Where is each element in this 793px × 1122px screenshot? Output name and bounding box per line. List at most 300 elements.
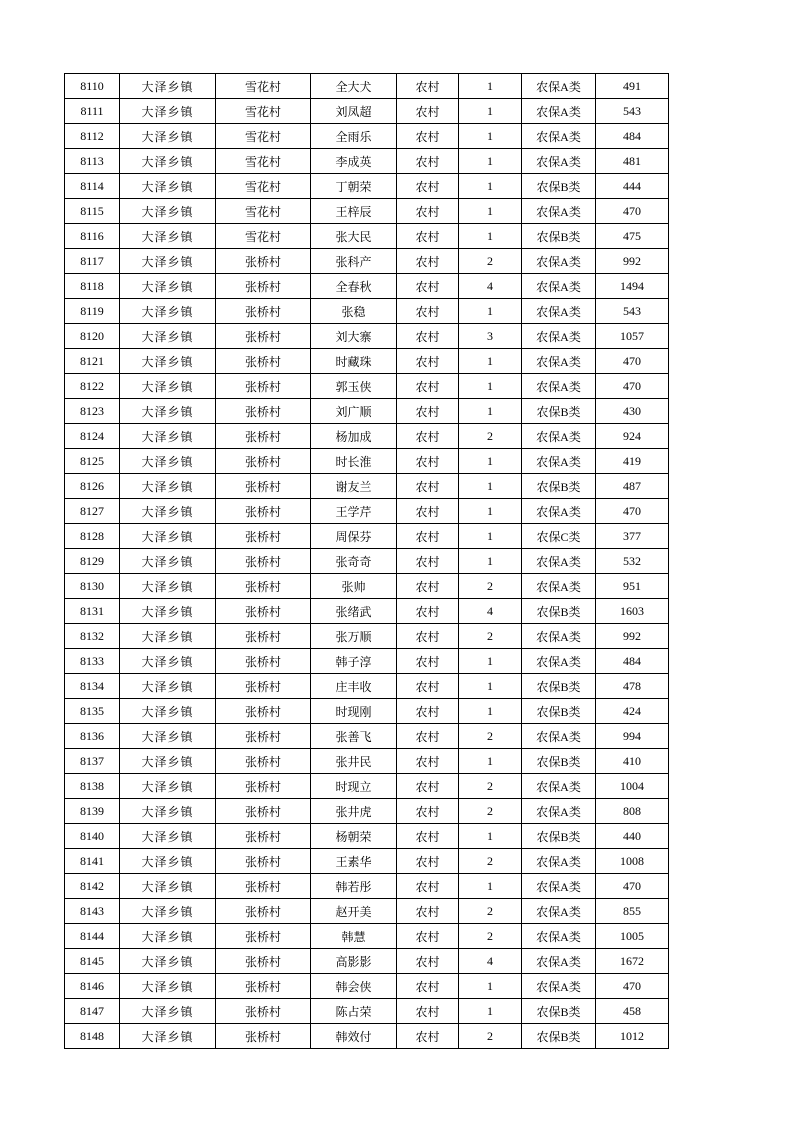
cell-count: 2 [459,724,522,749]
cell-serial: 8148 [65,1024,120,1049]
cell-insurance-category: 农保A类 [522,899,596,924]
cell-village: 张桥村 [216,699,311,724]
cell-amount: 481 [596,149,669,174]
cell-village: 张桥村 [216,649,311,674]
cell-village: 张桥村 [216,749,311,774]
cell-name: 张善飞 [311,724,397,749]
cell-serial: 8142 [65,874,120,899]
cell-amount: 992 [596,624,669,649]
cell-residence: 农村 [397,424,459,449]
cell-count: 4 [459,599,522,624]
cell-town: 大泽乡镇 [120,74,216,99]
cell-insurance-category: 农保B类 [522,474,596,499]
table-row [65,674,669,699]
cell-village: 张桥村 [216,324,311,349]
cell-residence: 农村 [397,599,459,624]
cell-residence: 农村 [397,949,459,974]
cell-name: 全大犬 [311,74,397,99]
table-row [65,624,669,649]
cell-village: 张桥村 [216,549,311,574]
cell-amount: 808 [596,799,669,824]
cell-insurance-category: 农保A类 [522,649,596,674]
cell-serial: 8140 [65,824,120,849]
cell-residence: 农村 [397,824,459,849]
table-row [65,974,669,999]
cell-count: 2 [459,624,522,649]
cell-village: 雪花村 [216,74,311,99]
cell-name: 张万顺 [311,624,397,649]
cell-residence: 农村 [397,724,459,749]
cell-insurance-category: 农保A类 [522,799,596,824]
cell-name: 赵开美 [311,899,397,924]
cell-serial: 8122 [65,374,120,399]
cell-amount: 992 [596,249,669,274]
cell-residence: 农村 [397,149,459,174]
cell-serial: 8144 [65,924,120,949]
cell-name: 全雨乐 [311,124,397,149]
cell-count: 1 [459,99,522,124]
cell-name: 谢友兰 [311,474,397,499]
table-row [65,249,669,274]
cell-amount: 470 [596,349,669,374]
cell-residence: 农村 [397,799,459,824]
table-row [65,799,669,824]
table-row [65,124,669,149]
cell-serial: 8118 [65,274,120,299]
cell-insurance-category: 农保A类 [522,499,596,524]
table-row [65,324,669,349]
cell-amount: 924 [596,424,669,449]
cell-town: 大泽乡镇 [120,599,216,624]
cell-count: 1 [459,874,522,899]
cell-village: 张桥村 [216,824,311,849]
cell-name: 周保芬 [311,524,397,549]
cell-serial: 8146 [65,974,120,999]
cell-residence: 农村 [397,699,459,724]
cell-residence: 农村 [397,624,459,649]
cell-count: 1 [459,349,522,374]
cell-name: 杨加成 [311,424,397,449]
cell-count: 1 [459,299,522,324]
cell-name: 张科产 [311,249,397,274]
cell-town: 大泽乡镇 [120,974,216,999]
cell-insurance-category: 农保B类 [522,824,596,849]
cell-count: 1 [459,199,522,224]
cell-village: 雪花村 [216,224,311,249]
cell-serial: 8117 [65,249,120,274]
cell-residence: 农村 [397,374,459,399]
cell-serial: 8135 [65,699,120,724]
cell-insurance-category: 农保A类 [522,149,596,174]
cell-village: 张桥村 [216,249,311,274]
cell-amount: 478 [596,674,669,699]
cell-village: 张桥村 [216,299,311,324]
cell-amount: 475 [596,224,669,249]
cell-insurance-category: 农保A类 [522,574,596,599]
cell-insurance-category: 农保A类 [522,74,596,99]
cell-serial: 8110 [65,74,120,99]
cell-village: 张桥村 [216,424,311,449]
cell-serial: 8112 [65,124,120,149]
cell-village: 张桥村 [216,1024,311,1049]
cell-town: 大泽乡镇 [120,674,216,699]
cell-village: 张桥村 [216,599,311,624]
cell-insurance-category: 农保A类 [522,449,596,474]
cell-residence: 农村 [397,549,459,574]
cell-name: 韩会侠 [311,974,397,999]
cell-count: 1 [459,749,522,774]
cell-name: 张奇奇 [311,549,397,574]
cell-name: 王梓辰 [311,199,397,224]
cell-amount: 470 [596,874,669,899]
table-row [65,649,669,674]
cell-residence: 农村 [397,874,459,899]
table-row [65,274,669,299]
table-row [65,524,669,549]
cell-town: 大泽乡镇 [120,574,216,599]
cell-village: 张桥村 [216,924,311,949]
cell-amount: 532 [596,549,669,574]
cell-count: 1 [459,999,522,1024]
table-row [65,599,669,624]
cell-town: 大泽乡镇 [120,324,216,349]
cell-name: 丁朝荣 [311,174,397,199]
cell-village: 张桥村 [216,849,311,874]
cell-amount: 1672 [596,949,669,974]
cell-town: 大泽乡镇 [120,899,216,924]
cell-count: 1 [459,174,522,199]
cell-town: 大泽乡镇 [120,249,216,274]
cell-serial: 8126 [65,474,120,499]
cell-count: 1 [459,524,522,549]
cell-serial: 8111 [65,99,120,124]
cell-count: 2 [459,924,522,949]
cell-village: 张桥村 [216,349,311,374]
cell-insurance-category: 农保A类 [522,849,596,874]
table-row [65,1024,669,1049]
cell-serial: 8129 [65,549,120,574]
cell-residence: 农村 [397,199,459,224]
cell-village: 张桥村 [216,799,311,824]
cell-residence: 农村 [397,274,459,299]
table-row [65,824,669,849]
cell-name: 时藏珠 [311,349,397,374]
cell-count: 1 [459,549,522,574]
cell-residence: 农村 [397,999,459,1024]
cell-name: 张井民 [311,749,397,774]
table-row [65,399,669,424]
cell-village: 雪花村 [216,124,311,149]
cell-serial: 8147 [65,999,120,1024]
cell-residence: 农村 [397,774,459,799]
cell-town: 大泽乡镇 [120,349,216,374]
cell-residence: 农村 [397,324,459,349]
cell-insurance-category: 农保B类 [522,749,596,774]
cell-name: 韩效付 [311,1024,397,1049]
table-row [65,374,669,399]
cell-village: 张桥村 [216,574,311,599]
cell-town: 大泽乡镇 [120,749,216,774]
cell-name: 张大民 [311,224,397,249]
cell-insurance-category: 农保A类 [522,974,596,999]
cell-insurance-category: 农保A类 [522,299,596,324]
cell-insurance-category: 农保A类 [522,124,596,149]
cell-serial: 8136 [65,724,120,749]
cell-town: 大泽乡镇 [120,874,216,899]
cell-village: 雪花村 [216,149,311,174]
table-row [65,849,669,874]
cell-count: 2 [459,1024,522,1049]
cell-count: 1 [459,149,522,174]
cell-count: 1 [459,74,522,99]
cell-count: 1 [459,824,522,849]
table-row [65,474,669,499]
cell-amount: 458 [596,999,669,1024]
cell-amount: 951 [596,574,669,599]
cell-amount: 994 [596,724,669,749]
cell-name: 郭玉侠 [311,374,397,399]
cell-name: 全春秋 [311,274,397,299]
cell-count: 1 [459,399,522,424]
cell-residence: 农村 [397,224,459,249]
cell-count: 4 [459,274,522,299]
table-row [65,924,669,949]
table-row [65,174,669,199]
cell-insurance-category: 农保A类 [522,924,596,949]
cell-insurance-category: 农保A类 [522,624,596,649]
cell-town: 大泽乡镇 [120,199,216,224]
cell-village: 张桥村 [216,449,311,474]
cell-residence: 农村 [397,449,459,474]
cell-village: 张桥村 [216,999,311,1024]
cell-town: 大泽乡镇 [120,224,216,249]
cell-name: 李成英 [311,149,397,174]
cell-count: 2 [459,849,522,874]
cell-serial: 8134 [65,674,120,699]
cell-amount: 444 [596,174,669,199]
table-row [65,149,669,174]
cell-village: 张桥村 [216,274,311,299]
cell-serial: 8128 [65,524,120,549]
cell-serial: 8125 [65,449,120,474]
cell-residence: 农村 [397,1024,459,1049]
cell-village: 张桥村 [216,974,311,999]
cell-name: 刘广顺 [311,399,397,424]
cell-amount: 470 [596,374,669,399]
cell-serial: 8138 [65,774,120,799]
cell-residence: 农村 [397,899,459,924]
cell-residence: 农村 [397,974,459,999]
cell-amount: 487 [596,474,669,499]
table-row [65,74,669,99]
cell-name: 庄丰收 [311,674,397,699]
cell-count: 2 [459,799,522,824]
cell-count: 4 [459,949,522,974]
cell-town: 大泽乡镇 [120,149,216,174]
cell-serial: 8139 [65,799,120,824]
cell-insurance-category: 农保B类 [522,224,596,249]
cell-insurance-category: 农保A类 [522,549,596,574]
cell-insurance-category: 农保A类 [522,949,596,974]
table-row [65,724,669,749]
cell-town: 大泽乡镇 [120,499,216,524]
cell-insurance-category: 农保B类 [522,599,596,624]
cell-town: 大泽乡镇 [120,99,216,124]
cell-serial: 8114 [65,174,120,199]
cell-amount: 440 [596,824,669,849]
cell-name: 韩子淳 [311,649,397,674]
cell-residence: 农村 [397,99,459,124]
cell-town: 大泽乡镇 [120,699,216,724]
table-row [65,899,669,924]
cell-serial: 8116 [65,224,120,249]
cell-count: 2 [459,574,522,599]
table-row [65,699,669,724]
cell-name: 韩若彤 [311,874,397,899]
cell-serial: 8137 [65,749,120,774]
cell-insurance-category: 农保A类 [522,374,596,399]
cell-residence: 农村 [397,749,459,774]
cell-amount: 1004 [596,774,669,799]
cell-village: 张桥村 [216,899,311,924]
cell-village: 张桥村 [216,399,311,424]
cell-insurance-category: 农保B类 [522,999,596,1024]
cell-count: 1 [459,499,522,524]
cell-serial: 8121 [65,349,120,374]
table-row [65,449,669,474]
cell-village: 张桥村 [216,474,311,499]
cell-residence: 农村 [397,649,459,674]
cell-insurance-category: 农保C类 [522,524,596,549]
cell-serial: 8124 [65,424,120,449]
table-row [65,749,669,774]
cell-amount: 377 [596,524,669,549]
table-row [65,99,669,124]
cell-amount: 543 [596,99,669,124]
cell-serial: 8119 [65,299,120,324]
cell-count: 1 [459,974,522,999]
cell-residence: 农村 [397,674,459,699]
cell-town: 大泽乡镇 [120,649,216,674]
cell-village: 张桥村 [216,524,311,549]
cell-count: 3 [459,324,522,349]
cell-amount: 1012 [596,1024,669,1049]
cell-serial: 8133 [65,649,120,674]
table-row [65,574,669,599]
cell-residence: 农村 [397,574,459,599]
cell-town: 大泽乡镇 [120,424,216,449]
cell-name: 杨朝荣 [311,824,397,849]
cell-town: 大泽乡镇 [120,799,216,824]
table-row [65,549,669,574]
cell-town: 大泽乡镇 [120,949,216,974]
table-row [65,499,669,524]
cell-amount: 470 [596,974,669,999]
cell-name: 时长淮 [311,449,397,474]
cell-town: 大泽乡镇 [120,849,216,874]
cell-amount: 1005 [596,924,669,949]
cell-residence: 农村 [397,399,459,424]
cell-village: 张桥村 [216,949,311,974]
cell-insurance-category: 农保A类 [522,724,596,749]
cell-town: 大泽乡镇 [120,174,216,199]
cell-count: 2 [459,249,522,274]
cell-residence: 农村 [397,849,459,874]
cell-town: 大泽乡镇 [120,724,216,749]
cell-town: 大泽乡镇 [120,449,216,474]
cell-amount: 484 [596,124,669,149]
cell-amount: 1008 [596,849,669,874]
cell-insurance-category: 农保A类 [522,99,596,124]
cell-insurance-category: 农保A类 [522,324,596,349]
cell-residence: 农村 [397,74,459,99]
table-row [65,999,669,1024]
cell-name: 王学芹 [311,499,397,524]
cell-insurance-category: 农保A类 [522,199,596,224]
cell-amount: 484 [596,649,669,674]
cell-count: 1 [459,224,522,249]
cell-count: 1 [459,699,522,724]
cell-village: 张桥村 [216,774,311,799]
cell-town: 大泽乡镇 [120,474,216,499]
table-row [65,424,669,449]
cell-count: 2 [459,424,522,449]
cell-town: 大泽乡镇 [120,999,216,1024]
cell-name: 王素华 [311,849,397,874]
cell-residence: 农村 [397,524,459,549]
cell-count: 2 [459,774,522,799]
cell-amount: 430 [596,399,669,424]
cell-count: 1 [459,674,522,699]
cell-town: 大泽乡镇 [120,924,216,949]
cell-village: 雪花村 [216,99,311,124]
cell-serial: 8132 [65,624,120,649]
table-row [65,874,669,899]
cell-insurance-category: 农保A类 [522,874,596,899]
cell-residence: 农村 [397,299,459,324]
cell-residence: 农村 [397,349,459,374]
cell-name: 张帅 [311,574,397,599]
cell-name: 时现刚 [311,699,397,724]
cell-village: 雪花村 [216,174,311,199]
cell-serial: 8123 [65,399,120,424]
cell-amount: 470 [596,499,669,524]
cell-amount: 1603 [596,599,669,624]
cell-amount: 419 [596,449,669,474]
cell-insurance-category: 农保B类 [522,174,596,199]
cell-town: 大泽乡镇 [120,824,216,849]
table-row [65,199,669,224]
cell-town: 大泽乡镇 [120,299,216,324]
cell-insurance-category: 农保B类 [522,1024,596,1049]
cell-residence: 农村 [397,174,459,199]
cell-serial: 8120 [65,324,120,349]
cell-town: 大泽乡镇 [120,774,216,799]
cell-village: 张桥村 [216,874,311,899]
cell-insurance-category: 农保A类 [522,249,596,274]
cell-residence: 农村 [397,124,459,149]
data-table [64,73,669,1049]
cell-count: 1 [459,124,522,149]
cell-residence: 农村 [397,249,459,274]
cell-town: 大泽乡镇 [120,374,216,399]
cell-village: 张桥村 [216,374,311,399]
table-row [65,224,669,249]
table-row [65,349,669,374]
cell-residence: 农村 [397,499,459,524]
cell-serial: 8131 [65,599,120,624]
cell-name: 张井虎 [311,799,397,824]
